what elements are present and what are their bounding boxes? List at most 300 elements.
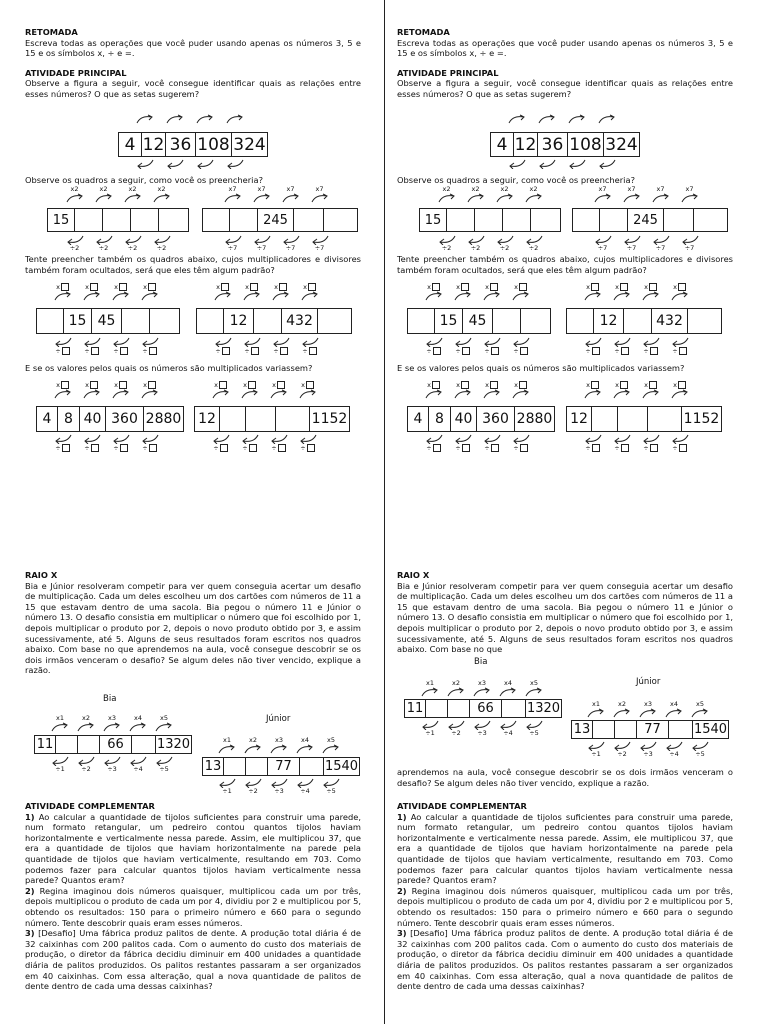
blank-box-icon — [678, 381, 686, 389]
number-cell: 360 — [106, 406, 144, 432]
operation-label — [56, 283, 69, 291]
number-cell: 2880 — [515, 406, 555, 432]
seq1-row-right — [490, 132, 640, 157]
bia-bottom-ops-right — [417, 720, 547, 737]
operation-label — [213, 444, 227, 452]
operation-label — [274, 283, 287, 291]
blank-box-icon — [591, 283, 599, 291]
operation-label: x2 — [529, 185, 538, 193]
seq3a-top-ops-right — [419, 283, 535, 301]
curved-arrow-left-icon — [641, 337, 661, 347]
operation-label — [300, 444, 314, 452]
operator-symbol: x — [143, 381, 147, 389]
operation-label — [643, 347, 657, 355]
number-cell — [56, 735, 78, 754]
number-cell — [276, 406, 310, 432]
curved-arrow-left-icon — [269, 434, 289, 444]
operation-label: ÷2 — [156, 244, 167, 252]
operation-marker — [206, 434, 235, 452]
blank-box-icon — [461, 283, 469, 291]
operation-label: ÷1 — [591, 750, 601, 758]
q1-body: Ao calcular a quantidade de tijolos suficientes para construir uma parede, num formato retangular, um pedreiro contou quantos tijolos haviam horizontalmente e verticalmente nessa parede. Assim, ele multiplicou 37, que era a quantidade de tijolos que haviam horizontalmente na parede pela quantidade de tijolos que haviam verticalmente, resultando em 703. Como podemos fazer para calcular quantos tijolos haviam verticalmente nessa parede? Quantos eram? — [25, 811, 361, 886]
operation-marker — [293, 381, 322, 399]
curved-arrow-left-icon — [53, 434, 73, 444]
number-cell: 40 — [80, 406, 106, 432]
operation-marker — [160, 159, 190, 169]
seq2b-row-right — [572, 208, 728, 232]
number-cell — [122, 308, 150, 334]
e-se-os-valores-text: E se os valores pelos quais os números são multiplicados variassem? — [25, 363, 313, 373]
curved-arrow-right-icon — [295, 744, 315, 754]
operation-label: x5 — [530, 679, 538, 687]
seq2a-bottom-ops — [60, 235, 176, 252]
operation-marker — [635, 741, 661, 758]
curved-arrow-left-icon — [82, 434, 102, 444]
blank-box-icon — [90, 381, 98, 389]
curved-arrow-right-icon — [420, 687, 440, 697]
operation-marker — [276, 235, 305, 252]
number-cell — [618, 406, 648, 432]
operation-marker — [264, 434, 293, 452]
operation-label — [273, 347, 287, 355]
blank-box-icon — [432, 283, 440, 291]
curved-arrow-right-icon — [453, 389, 473, 399]
number-cell: 324 — [232, 132, 268, 157]
curved-arrow-left-icon — [242, 337, 262, 347]
operation-marker — [661, 741, 687, 758]
number-cell — [294, 208, 324, 232]
curved-arrow-right-icon — [140, 291, 160, 301]
bia-label: Bia — [103, 694, 117, 704]
operation-marker — [432, 186, 461, 203]
blank-box-icon — [119, 381, 127, 389]
operation-label — [113, 347, 127, 355]
curved-arrow-right-icon — [424, 291, 444, 301]
operation-label: ÷2 — [499, 244, 510, 252]
operation-label — [143, 283, 156, 291]
operator-symbol: ÷ — [142, 347, 148, 355]
curved-arrow-left-icon — [597, 159, 617, 169]
operation-marker — [609, 741, 635, 758]
curved-arrow-left-icon — [111, 337, 131, 347]
operation-marker — [147, 186, 176, 203]
number-cell: 36 — [166, 132, 196, 157]
operation-marker — [687, 701, 713, 718]
operation-label — [455, 347, 469, 355]
operation-marker — [305, 235, 334, 252]
curved-arrow-left-icon — [453, 434, 473, 444]
blank-box-icon — [491, 444, 499, 452]
blank-box-icon — [91, 444, 99, 452]
blank-box-icon — [433, 347, 441, 355]
operation-label: x7 — [228, 185, 237, 193]
operation-marker — [578, 337, 607, 355]
seq1-top-arrows-right — [502, 114, 622, 124]
number-cell: 8 — [58, 406, 80, 432]
operator-symbol: ÷ — [672, 444, 678, 452]
operation-label: ÷4 — [503, 729, 513, 737]
blank-box-icon — [519, 283, 527, 291]
curved-arrow-right-icon — [482, 389, 502, 399]
blank-box-icon — [222, 347, 230, 355]
curved-arrow-right-icon — [612, 389, 632, 399]
operation-label — [672, 347, 686, 355]
operator-symbol: ÷ — [113, 347, 119, 355]
operation-label — [301, 381, 314, 389]
blank-box-icon — [591, 381, 599, 389]
number-cell: 12 — [194, 406, 220, 432]
curved-arrow-right-icon — [269, 744, 289, 754]
operation-marker — [609, 701, 635, 718]
operation-label: ÷1 — [425, 729, 435, 737]
operation-marker — [448, 283, 477, 301]
operator-symbol: x — [615, 381, 619, 389]
raio-x-text-right-a: Bia e Júnior resolveram competir para ver quem conseguia acertar um desafio de multiplicação. Cada um deles escolheu um dos cartões com números de 11 a 15 que estavam dentro de uma sacola. Bia pegou o número 11 e Júnior o número 13. O desafio consistia em multiplicar o número que foi escolhido por 1, depois multiplicar o produto por 2, depois o novo produto obtido por 3, e assim sucessivamente, até 5. Alguns de seus resultados foram escritos nos quadros abaixo. Com base no que — [397, 580, 733, 655]
curved-arrow-right-icon — [466, 193, 486, 203]
blank-box-icon — [461, 381, 469, 389]
q3-number-right: 3) — [397, 928, 407, 939]
curved-arrow-left-icon — [53, 337, 73, 347]
operation-marker — [318, 778, 344, 795]
operation-marker — [130, 159, 160, 169]
curved-arrow-left-icon — [211, 434, 231, 444]
curved-arrow-right-icon — [243, 744, 263, 754]
operator-symbol: x — [85, 381, 89, 389]
retomada-text-right: Escreva todas as operações que você puder usando apenas os números 3, 5 e 15 e os símbolos x, ÷ e =. — [397, 37, 733, 59]
curved-arrow-left-icon — [135, 159, 155, 169]
operation-marker — [506, 381, 535, 399]
blank-box-icon — [678, 283, 686, 291]
number-cell: 12 — [514, 132, 538, 157]
number-cell: 66 — [470, 699, 502, 718]
operation-label — [302, 347, 316, 355]
q1-text-right — [397, 812, 733, 886]
number-cell — [150, 308, 180, 334]
operator-symbol: x — [56, 283, 60, 291]
operation-marker — [665, 434, 694, 452]
curved-arrow-right-icon — [140, 389, 160, 399]
operation-marker — [617, 235, 646, 252]
blank-box-icon — [650, 444, 658, 452]
operation-label: x1 — [223, 736, 231, 744]
number-cell: 245 — [628, 208, 664, 232]
seq4a-top-ops — [48, 381, 164, 399]
number-cell — [36, 308, 64, 334]
operation-label: x1 — [56, 714, 64, 722]
column-divider — [384, 0, 385, 1024]
blank-box-icon — [250, 283, 258, 291]
number-cell: 15 — [435, 308, 463, 334]
tente-preencher-text: Tente preencher também os quadros abaixo, cujos multiplicadores e divisores também foram ocultados, será que eles têm algum padrão? — [25, 254, 361, 275]
operation-label: x2 — [128, 185, 137, 193]
blank-box-icon — [251, 347, 259, 355]
operation-label — [644, 283, 657, 291]
operation-label: ÷7 — [256, 244, 267, 252]
operation-marker — [578, 381, 607, 399]
curved-arrow-left-icon — [453, 337, 473, 347]
operation-label — [84, 347, 98, 355]
curved-arrow-left-icon — [507, 159, 527, 169]
number-cell — [132, 735, 156, 754]
number-cell — [615, 720, 637, 739]
operation-marker — [235, 381, 264, 399]
operator-symbol: x — [586, 381, 590, 389]
number-cell — [593, 720, 615, 739]
atividade-complementar-title: ATIVIDADE COMPLEMENTAR — [25, 801, 155, 811]
curved-arrow-left-icon — [424, 337, 444, 347]
number-cell: 4 — [407, 406, 429, 432]
operation-label — [456, 381, 469, 389]
operation-marker — [135, 381, 164, 399]
operation-marker — [218, 235, 247, 252]
curved-arrow-right-icon — [670, 291, 690, 301]
operation-label — [484, 444, 498, 452]
operator-symbol: x — [514, 381, 518, 389]
operation-marker — [687, 741, 713, 758]
curved-arrow-right-icon — [50, 722, 70, 732]
seq2b-bottom-ops-right — [588, 235, 704, 252]
curved-arrow-right-icon — [641, 389, 661, 399]
operation-marker — [617, 186, 646, 203]
curved-arrow-right-icon — [593, 193, 613, 203]
operation-label: ÷2 — [69, 244, 80, 252]
operation-label: ÷2 — [470, 244, 481, 252]
operator-symbol: x — [85, 283, 89, 291]
operation-label: ÷7 — [626, 244, 637, 252]
blank-box-icon — [308, 283, 316, 291]
blank-box-icon — [61, 381, 69, 389]
blank-box-icon — [307, 444, 315, 452]
operation-label — [485, 381, 498, 389]
curved-arrow-left-icon — [298, 434, 318, 444]
curved-arrow-left-icon — [424, 434, 444, 444]
raio-x-section-right — [397, 570, 733, 655]
blank-box-icon — [592, 347, 600, 355]
curved-arrow-right-icon — [65, 193, 85, 203]
blank-box-icon — [520, 347, 528, 355]
operation-marker — [125, 756, 151, 773]
curved-arrow-right-icon — [76, 722, 96, 732]
curved-arrow-left-icon — [641, 434, 661, 444]
seq1-bottom-arrows — [130, 159, 250, 169]
blank-box-icon — [306, 381, 314, 389]
operation-label: ÷5 — [159, 765, 169, 773]
operation-marker — [99, 756, 125, 773]
operation-label: ÷3 — [643, 750, 653, 758]
operation-label: ÷2 — [528, 244, 539, 252]
curved-arrow-right-icon — [217, 744, 237, 754]
operation-marker — [240, 737, 266, 754]
operation-marker — [235, 434, 264, 452]
operation-marker — [73, 715, 99, 732]
curved-arrow-right-icon — [135, 114, 155, 124]
operation-marker — [295, 337, 324, 355]
blank-box-icon — [90, 283, 98, 291]
curved-arrow-right-icon — [511, 291, 531, 301]
operation-marker — [318, 737, 344, 754]
seq2a-bottom-ops-right — [432, 235, 548, 252]
number-cell: 108 — [568, 132, 604, 157]
operation-marker — [477, 434, 506, 452]
retomada-section-right — [397, 27, 733, 100]
junior-top-ops-right — [583, 701, 713, 718]
seq3a-bottom-ops — [48, 337, 164, 355]
observe-quadros-text: Observe os quadros a seguir, como você os preencheria? — [25, 175, 263, 185]
operation-label: x3 — [478, 679, 486, 687]
seq3b-bottom-ops — [208, 337, 324, 355]
number-cell: 15 — [419, 208, 447, 232]
operator-symbol: x — [485, 283, 489, 291]
curved-arrow-right-icon — [271, 291, 291, 301]
blank-box-icon — [592, 444, 600, 452]
operation-label — [55, 347, 69, 355]
curved-arrow-right-icon — [670, 389, 690, 399]
number-cell — [475, 208, 503, 232]
operation-label: x2 — [157, 185, 166, 193]
number-cell — [78, 735, 100, 754]
operation-label: x7 — [257, 185, 266, 193]
curved-arrow-left-icon — [140, 434, 160, 444]
operation-marker — [636, 381, 665, 399]
operation-marker — [106, 434, 135, 452]
operation-marker — [208, 283, 237, 301]
operation-marker — [106, 283, 135, 301]
operation-label — [142, 444, 156, 452]
number-cell — [246, 406, 276, 432]
blank-box-icon — [120, 444, 128, 452]
operation-label — [215, 347, 229, 355]
number-cell — [254, 308, 282, 334]
operation-marker — [190, 114, 220, 124]
curved-arrow-right-icon — [165, 114, 185, 124]
operation-marker — [99, 715, 125, 732]
operation-marker — [636, 337, 665, 355]
operator-symbol: ÷ — [113, 444, 119, 452]
curved-arrow-left-icon — [482, 337, 502, 347]
operation-marker — [469, 720, 495, 737]
operator-symbol: ÷ — [614, 347, 620, 355]
operation-marker — [237, 337, 266, 355]
curved-arrow-right-icon — [240, 389, 260, 399]
junior-bottom-ops-right — [583, 741, 713, 758]
operation-marker — [89, 235, 118, 252]
operation-label: ÷2 — [98, 244, 109, 252]
operator-symbol: x — [673, 381, 677, 389]
operator-symbol: ÷ — [455, 347, 461, 355]
operation-marker — [506, 337, 535, 355]
atividade-principal-title: ATIVIDADE PRINCIPAL — [25, 67, 127, 78]
number-cell — [159, 208, 189, 232]
operation-label — [245, 283, 258, 291]
raio-x-title: RAIO X — [25, 570, 58, 580]
operation-marker — [293, 434, 322, 452]
blank-box-icon — [119, 283, 127, 291]
operation-marker — [562, 159, 592, 169]
operation-marker — [247, 186, 276, 203]
curved-arrow-right-icon — [102, 722, 122, 732]
operation-marker — [106, 381, 135, 399]
operation-marker — [521, 680, 547, 697]
curved-arrow-right-icon — [53, 291, 73, 301]
blank-box-icon — [490, 283, 498, 291]
retomada-section — [25, 27, 361, 100]
atividade-complementar-section — [25, 801, 361, 992]
operation-marker — [419, 283, 448, 301]
operation-label — [455, 444, 469, 452]
text4-right — [397, 363, 733, 374]
blank-box-icon — [280, 347, 288, 355]
operation-label: ÷4 — [133, 765, 143, 773]
operation-marker — [118, 186, 147, 203]
curved-arrow-right-icon — [154, 722, 174, 732]
operation-marker — [578, 283, 607, 301]
number-cell — [202, 208, 230, 232]
seq4a-row-right — [407, 406, 555, 432]
operation-marker — [588, 235, 617, 252]
curved-arrow-right-icon — [482, 291, 502, 301]
operation-marker — [118, 235, 147, 252]
operation-marker — [240, 778, 266, 795]
number-cell: 360 — [477, 406, 515, 432]
curved-arrow-left-icon — [537, 159, 557, 169]
operation-label: x2 — [70, 185, 79, 193]
operation-marker — [506, 283, 535, 301]
operation-marker — [675, 186, 704, 203]
blank-box-icon — [220, 444, 228, 452]
blank-box-icon — [120, 347, 128, 355]
curved-arrow-right-icon — [586, 708, 606, 718]
curved-arrow-left-icon — [111, 434, 131, 444]
blank-box-icon — [61, 283, 69, 291]
curved-arrow-right-icon — [472, 687, 492, 697]
operator-symbol: x — [272, 381, 276, 389]
curved-arrow-right-icon — [53, 389, 73, 399]
number-cell: 1320 — [156, 737, 191, 752]
blank-box-icon — [62, 347, 70, 355]
curved-arrow-right-icon — [680, 193, 700, 203]
operation-label: ÷4 — [300, 787, 310, 795]
operation-marker — [135, 283, 164, 301]
operation-marker — [588, 186, 617, 203]
operator-symbol: ÷ — [84, 444, 90, 452]
raio-x-text-right-b: aprendemos na aula, você consegue descobrir se os dois irmãos venceram o desafio? Se algum deles não tiver vencido, explique a razão. — [397, 767, 733, 788]
operation-label — [56, 381, 69, 389]
number-cell — [624, 308, 652, 334]
operator-symbol: x — [427, 381, 431, 389]
operation-marker — [646, 186, 675, 203]
q2-number: 2) — [25, 885, 35, 896]
curved-arrow-left-icon — [670, 434, 690, 444]
seq4a-bottom-ops — [48, 434, 164, 452]
observe-quadros-text-right: Observe os quadros a seguir, como você os preencheria? — [397, 175, 635, 185]
curved-arrow-right-icon — [242, 291, 262, 301]
blank-box-icon — [149, 444, 157, 452]
operation-marker — [417, 680, 443, 697]
seq2b-bottom-ops — [218, 235, 334, 252]
seq4a-row — [36, 406, 184, 432]
blank-box-icon — [490, 381, 498, 389]
q1-text — [25, 812, 361, 886]
operator-symbol: x — [514, 283, 518, 291]
number-cell: 12 — [566, 406, 592, 432]
junior-row — [202, 757, 360, 776]
operator-symbol: ÷ — [142, 444, 148, 452]
operation-label: ÷2 — [441, 244, 452, 252]
curved-arrow-right-icon — [537, 114, 557, 124]
operation-label: x7 — [286, 185, 295, 193]
operation-marker — [264, 381, 293, 399]
curved-arrow-right-icon — [495, 193, 515, 203]
